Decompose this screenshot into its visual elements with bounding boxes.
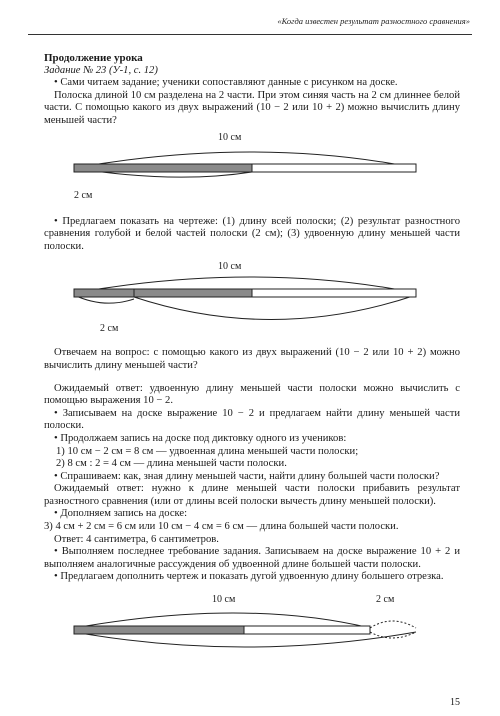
- figure-2-double-arc: [134, 295, 416, 320]
- paragraph-11: Ответ: 4 сантиметра, 6 сантиметров.: [54, 533, 219, 545]
- paragraph-1: • Сами читаем задание; ученики сопоставляют данные с рисунком на доске.: [44, 77, 460, 90]
- figure-2-white-part: [252, 289, 416, 297]
- figure-2-bottom-label: 2 см: [100, 323, 119, 335]
- figure-1-drawing: [44, 128, 460, 206]
- figure-1-white-part: [252, 164, 416, 172]
- paragraph-13: • Предлагаем дополнить чертеж и показать дугой удвоенную длину большего отрезка.: [44, 571, 460, 584]
- figure-2-blue-part: [74, 289, 252, 297]
- figure-3-dashed-arc-top: [370, 621, 416, 628]
- paragraph-4: Отвечаем на вопрос: с помощью какого из двух выражений (10 − 2 или 10 + 2) можно вычислить длину меньшей части?: [44, 347, 460, 371]
- figure-3-side-label: 2 см: [376, 594, 395, 606]
- paragraph-8: • Спрашиваем: как, зная длину меньшей части, найти длину большей части полоски?: [44, 471, 460, 484]
- figure-1: [44, 128, 460, 206]
- figure-3: [44, 584, 460, 654]
- figure-2: [44, 253, 460, 337]
- figure-2-top-label: 10 см: [218, 261, 242, 273]
- page-content: [44, 52, 460, 654]
- page-number: 15: [450, 697, 460, 708]
- figure-1-blue-part: [74, 164, 252, 172]
- paragraph-6: • Записываем на доске выражение 10 − 2 и предлагаем найти длину меньшей части полоски.: [44, 408, 460, 433]
- figure-1-top-label: 10 см: [218, 131, 242, 143]
- paragraph-10: • Дополняем запись на доске:: [44, 508, 460, 521]
- running-header: [28, 14, 472, 35]
- paragraph-2: Полоска длиной 10 см разделена на 2 части. При этом синяя часть на 2 см длиннее белой части. С помощью какого из двух выражений (10 − 2 или 10 + 2) можно вычислить длину меньшей части?: [44, 89, 460, 126]
- paragraph-12: • Выполняем последнее требование задания. Записываем на доске выражение 10 + 2 и выполняем аналогичные рассуждения об удвоенной длине большей части полоски.: [44, 546, 460, 571]
- figure-3-blue-part: [74, 626, 244, 634]
- running-title: «Когда известен результат разностного сравнения»: [277, 16, 470, 26]
- figure-1-bottom-label: 2 см: [74, 189, 93, 201]
- paragraph-7: • Продолжаем запись на доске под диктовку одного из учеников:: [44, 433, 460, 446]
- paragraph-10a: 3) 4 см + 2 см = 6 см или 10 см − 4 см = 6 см — длина большей части полоски.: [44, 521, 399, 533]
- paragraph-5: Ожидаемый ответ: удвоенную длину меньшей части полоски можно вычислить с помощью выражения 10 − 2.: [44, 382, 460, 407]
- section-title: Продолжение урока: [44, 52, 143, 64]
- task-reference: Задание № 23 (У-1, с. 12): [44, 64, 158, 76]
- paragraph-9: Ожидаемый ответ: нужно к длине меньшей части полоски прибавить результат разностного сравнения (или от длины всей полоски вычесть длину меньшей полоски).: [44, 483, 460, 507]
- paragraph-7a: 1) 10 см − 2 см = 8 см — удвоенная длина меньшей части полоски;: [56, 445, 359, 457]
- figure-3-white-part: [244, 626, 370, 634]
- paragraph-7b: 2) 8 см : 2 = 4 см — длина меньшей части полоски.: [56, 458, 287, 470]
- figure-3-top-label: 10 см: [212, 594, 236, 606]
- figure-3-drawing: [44, 584, 460, 654]
- paragraph-3: • Предлагаем показать на чертеже: (1) длину всей полоски; (2) результат разностного сравнения голубой и белой частей полоски (2 см); (3) удвоенную длину меньшей части полоски.: [44, 216, 460, 254]
